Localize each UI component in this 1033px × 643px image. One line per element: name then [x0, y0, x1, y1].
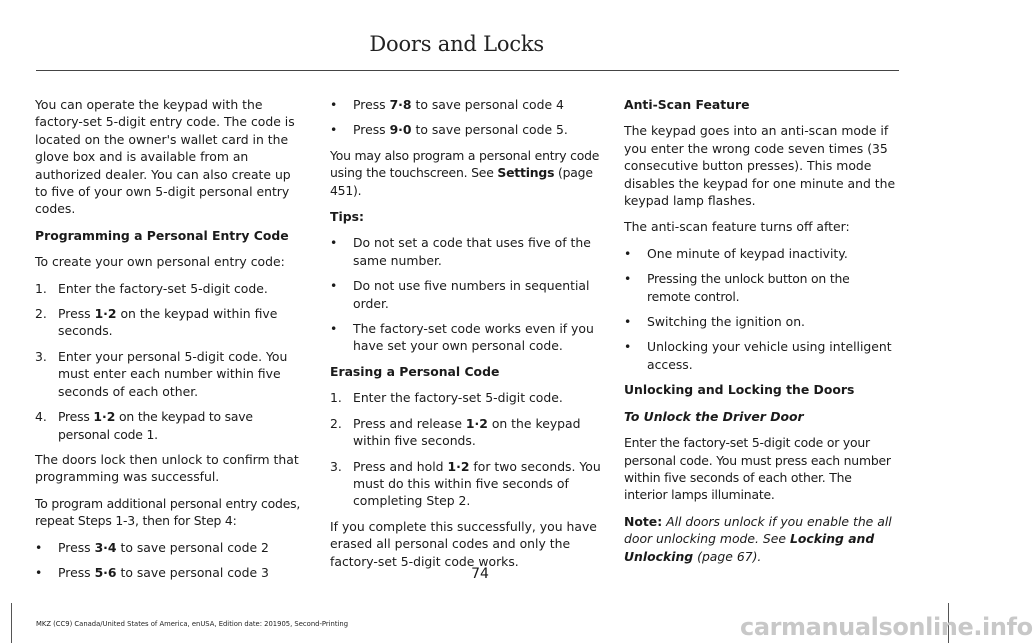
keypad-code: 1·2 [465, 415, 488, 431]
header-rule [36, 70, 899, 71]
paragraph-text: You may also program a personal entry code using the touchscreen. See [330, 147, 600, 181]
programming-heading: Programming a Personal Entry Code [35, 227, 289, 243]
keypad-code: 1·2 [93, 409, 116, 425]
programming-step [35, 280, 307, 297]
step-number: 2. [330, 415, 342, 431]
note-paragraph [624, 513, 896, 565]
create-code-paragraph: To create your own personal entry code: [35, 254, 285, 270]
step-text: for two seconds. You must do this within five seconds of completing Step 2. [353, 458, 601, 509]
bullet-icon: • [624, 245, 632, 261]
step-text: Press [58, 306, 95, 322]
tip-text: The factory-set code works even if you have set your own personal code. [353, 321, 594, 354]
bullet-item [330, 96, 603, 113]
confirm-paragraph: The doors lock then unlock to confirm that programming was successful. [35, 451, 299, 485]
step-text: Enter the factory-set 5-digit code. [58, 280, 268, 296]
bullet-text: Press [58, 539, 95, 555]
additional-codes-paragraph: To program additional personal entry codes, repeat Steps 1-3, then for Step 4: [35, 495, 301, 529]
step-text: Press and release [353, 415, 466, 431]
tip-item [330, 234, 603, 269]
bullet-text: Press [353, 97, 390, 112]
settings-link[interactable]: Settings [497, 165, 555, 181]
intro-paragraph: You can operate the keypad with the factory-set 5-digit entry code. The code is located on the owner's wallet card in the glove box and is available from an authorized dealer. You can also create up to five of your own 5-digit personal entry codes. [35, 97, 295, 217]
bullet-item [624, 245, 896, 262]
erasing-step [330, 389, 603, 406]
keypad-code: 3·4 [94, 539, 117, 555]
bullet-text: Unlocking your vehicle using intelligent access. [647, 339, 892, 372]
bullet-text: Press [58, 564, 95, 580]
unlocking-heading: Unlocking and Locking the Doors [624, 382, 855, 398]
bullet-icon: • [624, 314, 632, 330]
step-number: 3. [330, 458, 342, 474]
erasing-step [330, 415, 603, 450]
bullet-icon: • [330, 278, 338, 294]
note-label: Note: [624, 513, 663, 529]
step-number: 3. [35, 348, 47, 364]
step-text: on the keypad within five seconds. [353, 415, 581, 449]
keypad-code: 5·6 [94, 564, 117, 580]
bullet-icon: • [624, 271, 632, 287]
anti-scan-paragraph: The keypad goes into an anti-scan mode if you enter the wrong code seven times (35 consecutive button presses). This mode disables the keypad for one minute and the keypad lamp flashes. [624, 123, 896, 209]
programming-step [35, 305, 307, 340]
erasing-heading: Erasing a Personal Code [330, 363, 500, 379]
bullet-text: One minute of keypad inactivity. [647, 245, 848, 261]
keypad-code: 1·2 [447, 458, 470, 474]
crop-mark-left [11, 603, 12, 643]
keypad-code: 9·0 [389, 122, 412, 138]
bullet-item [624, 270, 896, 305]
tip-item [330, 277, 603, 312]
anti-scan-heading: Anti-Scan Feature [624, 97, 750, 112]
paragraph-text: (page 451). [330, 165, 593, 198]
bullet-text: to save personal code 4 [411, 97, 564, 112]
step-text: Press and hold [353, 458, 448, 474]
tip-item [330, 320, 603, 355]
bullet-item [624, 313, 896, 330]
bullet-icon: • [330, 235, 338, 251]
edition-footer: MKZ (CC9) Canada/United States of America, enUSA, Edition date: 201905, Second-Printing [36, 620, 349, 628]
bullet-text: to save personal code 2 [116, 539, 269, 555]
page-title: Doors and Locks [369, 32, 544, 56]
note-text: All doors unlock if you enable the all door unlocking mode. See [624, 513, 892, 547]
tip-text: Do not use five numbers in sequential order. [353, 278, 590, 311]
locking-unlocking-link[interactable]: Locking and Unlocking [624, 531, 875, 564]
bullet-text: to save personal code 5. [411, 122, 568, 138]
step-text: Press [58, 409, 94, 425]
programming-step [35, 348, 307, 400]
step-text: Enter your personal 5-digit code. You must enter each number within five seconds of each other. [58, 348, 288, 399]
bullet-text: to save personal code 3 [116, 564, 269, 580]
column-2 [330, 96, 603, 579]
column-3 [624, 96, 896, 574]
bullet-icon: • [330, 321, 338, 337]
column-1 [35, 96, 307, 589]
step-text: on the keypad to save personal code 1. [58, 409, 253, 442]
step-number: 2. [35, 306, 47, 322]
driver-door-subheading: To Unlock the Driver Door [624, 408, 804, 424]
driver-door-paragraph: Enter the factory-set 5-digit code or your personal code. You must press each number within five seconds of each other. The interior lamps illuminate. [624, 435, 891, 503]
erasing-step [330, 458, 603, 510]
page-number: 74 [471, 566, 489, 582]
watermark: carmanualsonline.info [740, 613, 1033, 641]
anti-scan-off-paragraph: The anti-scan feature turns off after: [624, 219, 850, 235]
bullet-item [624, 338, 896, 373]
note-text: (page 67). [693, 548, 762, 564]
step-number: 4. [35, 409, 47, 425]
step-number: 1. [330, 390, 342, 406]
bullet-icon: • [330, 122, 338, 138]
bullet-text: Press [353, 122, 390, 138]
keypad-code: 1·2 [94, 306, 117, 322]
step-number: 1. [35, 280, 47, 296]
tips-heading: Tips: [330, 209, 364, 225]
bullet-icon: • [35, 539, 43, 555]
bullet-text: Switching the ignition on. [647, 314, 805, 330]
step-text: Enter the factory-set 5-digit code. [353, 390, 563, 406]
bullet-item [330, 121, 603, 138]
bullet-icon: • [330, 97, 338, 112]
touchscreen-paragraph [330, 147, 603, 199]
tip-text: Do not set a code that uses five of the same number. [353, 235, 591, 268]
bullet-text: Pressing the unlock button on the remote control. [647, 271, 850, 304]
bullet-icon: • [35, 564, 43, 580]
bullet-icon: • [624, 339, 632, 355]
erase-result-paragraph: If you complete this successfully, you have erased all personal codes and only the factory-set 5-digit code works. [330, 518, 597, 569]
programming-step [35, 408, 307, 443]
bullet-item [35, 539, 307, 556]
step-text: on the keypad within five seconds. [58, 306, 278, 339]
keypad-code: 7·8 [389, 97, 412, 112]
